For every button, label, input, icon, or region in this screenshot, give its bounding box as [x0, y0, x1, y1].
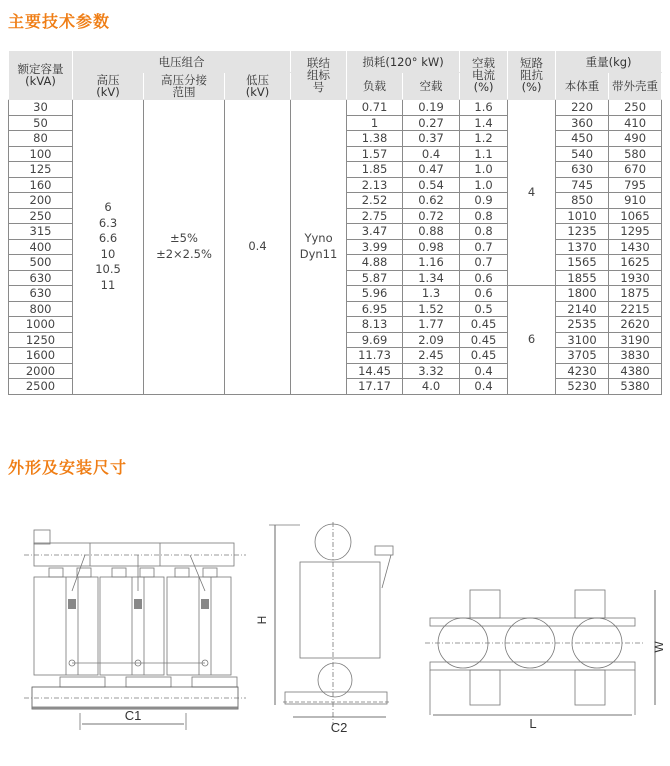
capacity-cell: 1250 [9, 332, 73, 348]
header-body-weight: 本体重 [556, 73, 609, 100]
load-loss-cell: 3.99 [347, 239, 403, 255]
no-load-current-cell: 1.0 [460, 162, 508, 178]
no-load-current-cell: 0.7 [460, 255, 508, 271]
load-loss-cell: 3.47 [347, 224, 403, 240]
no-load-loss-cell: 0.4 [403, 146, 460, 162]
front-view-drawing [20, 515, 250, 730]
no-load-loss-cell: 2.09 [403, 332, 460, 348]
capacity-cell: 200 [9, 193, 73, 209]
body-weight-cell: 1235 [556, 224, 609, 240]
vector-group-cell-line: Dyn11 [299, 246, 338, 261]
enclosed-weight-cell: 670 [609, 162, 662, 178]
body-weight-cell: 1565 [556, 255, 609, 271]
no-load-loss-cell: 1.77 [403, 317, 460, 333]
no-load-current-cell: 0.5 [460, 301, 508, 317]
no-load-current-cell: 0.45 [460, 332, 508, 348]
body-weight-cell: 3100 [556, 332, 609, 348]
capacity-cell: 630 [9, 270, 73, 286]
enclosed-weight-cell: 250 [609, 100, 662, 116]
impedance-cell: 4 [508, 100, 556, 286]
header-vector-group [291, 51, 347, 100]
body-weight-cell: 3705 [556, 348, 609, 364]
capacity-cell: 2000 [9, 363, 73, 379]
header-unit: (kV) [245, 85, 270, 99]
no-load-loss-cell: 0.37 [403, 131, 460, 147]
load-loss-cell: 11.73 [347, 348, 403, 364]
no-load-current-cell: 0.4 [460, 363, 508, 379]
enclosed-weight-cell: 1295 [609, 224, 662, 240]
body-weight-cell: 220 [556, 100, 609, 116]
no-load-current-cell: 1.2 [460, 131, 508, 147]
no-load-current-cell: 0.9 [460, 193, 508, 209]
load-loss-cell: 14.45 [347, 363, 403, 379]
body-weight-cell: 745 [556, 177, 609, 193]
enclosed-weight-cell: 580 [609, 146, 662, 162]
dimensions-section-title: 外形及安装尺寸 [8, 458, 128, 477]
no-load-loss-cell: 1.16 [403, 255, 460, 271]
no-load-current-cell: 0.4 [460, 379, 508, 395]
no-load-loss-cell: 0.62 [403, 193, 460, 209]
body-weight-cell: 1370 [556, 239, 609, 255]
body-weight-cell: 630 [556, 162, 609, 178]
no-load-current-cell: 0.8 [460, 208, 508, 224]
body-weight-cell: 450 [556, 131, 609, 147]
hv-values-cell-line: 6.3 [98, 215, 118, 230]
body-weight-cell: 850 [556, 193, 609, 209]
capacity-cell: 160 [9, 177, 73, 193]
c2-dimension-label: C2 [330, 720, 348, 735]
capacity-cell: 1600 [9, 348, 73, 364]
no-load-loss-cell: 0.72 [403, 208, 460, 224]
header-lv [225, 73, 291, 100]
no-load-current-cell: 1.4 [460, 115, 508, 131]
no-load-current-cell: 1.6 [460, 100, 508, 116]
enclosed-weight-cell: 490 [609, 131, 662, 147]
no-load-current-cell: 1.0 [460, 177, 508, 193]
load-loss-cell: 1.85 [347, 162, 403, 178]
no-load-loss-cell: 1.3 [403, 286, 460, 302]
body-weight-cell: 540 [556, 146, 609, 162]
capacity-cell: 50 [9, 115, 73, 131]
no-load-loss-cell: 2.45 [403, 348, 460, 364]
header-label: 电流 [472, 68, 496, 82]
no-load-current-cell: 1.1 [460, 146, 508, 162]
vector-group-cell-line: Yyno [304, 231, 333, 246]
no-load-current-cell: 0.6 [460, 286, 508, 302]
tap-range-cell [144, 100, 225, 395]
load-loss-cell: 1 [347, 115, 403, 131]
no-load-current-cell: 0.6 [460, 270, 508, 286]
enclosed-weight-cell: 795 [609, 177, 662, 193]
capacity-cell: 630 [9, 286, 73, 302]
specs-section-title: 主要技术参数 [8, 12, 111, 31]
hv-values-cell-line: 11 [100, 277, 116, 292]
load-loss-cell: 0.71 [347, 100, 403, 116]
no-load-current-cell: 0.45 [460, 317, 508, 333]
no-load-loss-cell: 3.32 [403, 363, 460, 379]
enclosed-weight-cell: 1430 [609, 239, 662, 255]
no-load-loss-cell: 0.54 [403, 177, 460, 193]
load-loss-cell: 4.88 [347, 255, 403, 271]
spec-table-body [9, 100, 662, 395]
c1-dimension-label: C1 [124, 708, 142, 723]
enclosed-weight-cell: 3830 [609, 348, 662, 364]
hv-values-cell-line: 6 [104, 200, 112, 215]
header-label: 联结 [307, 56, 331, 70]
no-load-loss-cell: 1.34 [403, 270, 460, 286]
capacity-cell: 100 [9, 146, 73, 162]
header-label: 空载 [472, 56, 496, 70]
capacity-cell: 800 [9, 301, 73, 317]
enclosed-weight-cell: 910 [609, 193, 662, 209]
load-loss-cell: 1.57 [347, 146, 403, 162]
header-label: 范围 [172, 85, 196, 99]
capacity-cell: 2500 [9, 379, 73, 395]
header-label: 组标 [307, 68, 331, 82]
hv-values-cell-line: 6.6 [98, 231, 118, 246]
no-load-loss-cell: 0.47 [403, 162, 460, 178]
header-label: 额定容量 [17, 62, 64, 76]
header-label: 号 [312, 80, 325, 94]
load-loss-cell: 8.13 [347, 317, 403, 333]
enclosed-weight-cell: 4380 [609, 363, 662, 379]
side-view-drawing [255, 520, 415, 735]
enclosed-weight-cell: 3190 [609, 332, 662, 348]
tap-range-cell-line: ±5% [170, 231, 198, 246]
w-dimension-label: W [652, 641, 666, 653]
hv-values-cell-line: 10.5 [95, 262, 121, 277]
header-losses: 损耗(120° kW) [347, 51, 460, 73]
header-label: 高压 [96, 73, 120, 87]
body-weight-cell: 4230 [556, 363, 609, 379]
no-load-loss-cell: 0.98 [403, 239, 460, 255]
body-weight-cell: 2140 [556, 301, 609, 317]
header-rated-capacity [9, 51, 73, 100]
load-loss-cell: 1.38 [347, 131, 403, 147]
capacity-cell: 400 [9, 239, 73, 255]
capacity-cell: 30 [9, 100, 73, 116]
header-label: 阻抗 [520, 68, 544, 82]
lv-value-cell [225, 100, 291, 395]
tap-range-cell-line: ±2×2.5% [156, 246, 212, 261]
capacity-cell: 1000 [9, 317, 73, 333]
load-loss-cell: 17.17 [347, 379, 403, 395]
no-load-current-cell: 0.7 [460, 239, 508, 255]
header-hv [73, 73, 144, 100]
enclosed-weight-cell: 2215 [609, 301, 662, 317]
vector-group-cell [291, 100, 347, 395]
header-voltage-combination: 电压组合 [73, 51, 291, 73]
header-tap-range [144, 73, 225, 100]
header-no-load-current [460, 51, 508, 100]
header-label: 低压 [246, 73, 270, 87]
enclosed-weight-cell: 1065 [609, 208, 662, 224]
spec-table [8, 50, 662, 395]
capacity-cell: 250 [9, 208, 73, 224]
header-no-load-loss: 空载 [403, 73, 460, 100]
header-unit: (%) [521, 80, 542, 94]
enclosed-weight-cell: 2620 [609, 317, 662, 333]
load-loss-cell: 2.75 [347, 208, 403, 224]
capacity-cell: 500 [9, 255, 73, 271]
header-impedance [508, 51, 556, 100]
enclosed-weight-cell: 410 [609, 115, 662, 131]
body-weight-cell: 2535 [556, 317, 609, 333]
header-load-loss: 负载 [347, 73, 403, 100]
load-loss-cell: 2.52 [347, 193, 403, 209]
body-weight-cell: 1800 [556, 286, 609, 302]
no-load-current-cell: 0.45 [460, 348, 508, 364]
load-loss-cell: 2.13 [347, 177, 403, 193]
hv-values-cell-line: 10 [100, 246, 116, 261]
enclosed-weight-cell: 1625 [609, 255, 662, 271]
lv-value-cell-line: 0.4 [248, 239, 267, 253]
h-dimension-label: H [255, 615, 269, 625]
no-load-loss-cell: 1.52 [403, 301, 460, 317]
l-dimension-label: L [529, 716, 537, 730]
body-weight-cell: 1010 [556, 208, 609, 224]
header-unit: (kVA) [25, 74, 56, 88]
capacity-cell: 80 [9, 131, 73, 147]
table-row [9, 100, 662, 116]
no-load-loss-cell: 0.19 [403, 100, 460, 116]
hv-values-cell [73, 100, 144, 395]
no-load-loss-cell: 0.27 [403, 115, 460, 131]
body-weight-cell: 1855 [556, 270, 609, 286]
header-label: 高压分接 [161, 73, 207, 87]
load-loss-cell: 6.95 [347, 301, 403, 317]
header-weight: 重量(kg) [556, 51, 662, 73]
header-label: 短路 [520, 56, 544, 70]
enclosed-weight-cell: 1930 [609, 270, 662, 286]
no-load-current-cell: 0.8 [460, 224, 508, 240]
load-loss-cell: 9.69 [347, 332, 403, 348]
header-unit: (kV) [96, 85, 120, 99]
load-loss-cell: 5.87 [347, 270, 403, 286]
enclosed-weight-cell: 5380 [609, 379, 662, 395]
no-load-loss-cell: 4.0 [403, 379, 460, 395]
impedance-cell: 6 [508, 286, 556, 395]
capacity-cell: 315 [9, 224, 73, 240]
load-loss-cell: 5.96 [347, 286, 403, 302]
header-unit: (%) [473, 80, 494, 94]
enclosed-weight-cell: 1875 [609, 286, 662, 302]
no-load-loss-cell: 0.88 [403, 224, 460, 240]
top-view-drawing [425, 585, 670, 730]
header-enclosed-weight: 带外壳重 [609, 73, 662, 100]
body-weight-cell: 360 [556, 115, 609, 131]
body-weight-cell: 5230 [556, 379, 609, 395]
capacity-cell: 125 [9, 162, 73, 178]
